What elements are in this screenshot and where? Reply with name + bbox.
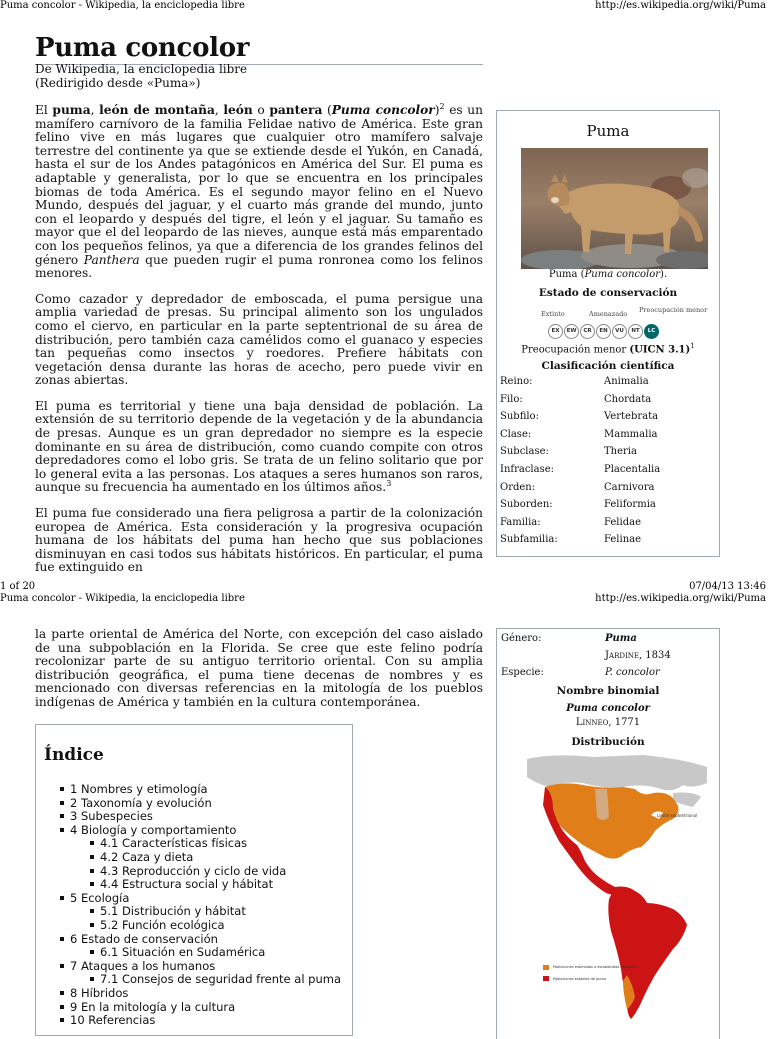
- distribution-map[interactable]: [523, 753, 709, 1023]
- toc-item-label: 4.4 Estructura social y hábitat: [100, 877, 274, 892]
- toc-item-label: 8 Híbridos: [70, 986, 129, 1000]
- taxon-row: [500, 411, 714, 428]
- reference-link[interactable]: 2: [439, 101, 445, 111]
- puma-photo[interactable]: [521, 148, 708, 269]
- page-title: Puma concolor: [35, 33, 250, 63]
- legend-swatch-orange: [543, 965, 549, 970]
- taxon-rank: Familia:: [500, 516, 541, 528]
- bullet-icon: [60, 964, 64, 968]
- toc-item-label: 6.1 Situación en Sudamérica: [100, 945, 266, 960]
- bullet-icon: [60, 937, 64, 941]
- term-pantera: pantera: [269, 103, 323, 117]
- taxon-rank: Filo:: [500, 393, 523, 405]
- toc-title: Índice: [44, 745, 104, 765]
- map-boundary-label: Límite septentrional: [657, 813, 698, 818]
- binomial-name: Puma concolor: [566, 703, 650, 714]
- territory-paragraph: El puma es territorial y tiene una baja densidad de población. La extensión de su territorio depende de la vegetación y de la abundancia de presas. Aunque es un gran depredador no siempre es la especie dominante en su área de distribución, como cuando compite con otros depredadores como el lobo gris. Se trata de un felino solitario que por lo general evita a las personas. Los ataques a seres humanos son raros, aunque su frecuencia ha aumentado en los últimos años.$^3$: [35, 398, 483, 495]
- article-body-page2: [35, 628, 483, 722]
- hunting-paragraph: Como cazador y depredador de emboscada, el puma persigue una amplia variedad de presas. Su principal alimento son los ungulados como el ciervo, en particular en la parte septentrional de su área de distribución, pero también caza camélidos como el guanaco y especies tan pequeñas como insectos y roedores. Prefiere hábitats con vegetación densa durante las horas de acecho, pero puede vivir en zonas abiertas.: [35, 291, 483, 388]
- scientific-name: Puma concolor: [331, 103, 435, 117]
- bullet-icon: [90, 841, 94, 845]
- taxon-rank: Clase:: [500, 428, 532, 440]
- intro-paragraph: El puma, león de montaña, león o pantera (Puma concolor)$^2$ es un mamífero carnívoro de la familia Felidae nativo de América. Este gran felino vive en más lugares que cualquier otro mamífero salvaje terrestre del continente ya que se extiende desde el Yukón, en Canadá, hasta el sur de los Andes patagónicos en América del Sur. El puma es adaptable y generalista, por lo que se encuentra en los principales biomas de toda América. Es el segundo mayor felino en el Nuevo Mundo, después del jaguar, y el cuarto más grande del mundo, junto con el leopardo y después del tigre, el león y el jaguar. Su tamaño es mayor que el del leopardo de las nieves, aunque está más emparentado con los pequeños felinos, ya que a diferencia de los grandes felinos del género Panthera que pueden rugir el puma ronronea como los felinos menores.: [35, 101, 483, 281]
- print-footer-page: 1 of 20: [0, 581, 36, 592]
- toc-item-label: 4.2 Caza y dieta: [100, 850, 194, 864]
- taxonomy-table: [496, 376, 718, 556]
- label-extinct: Extinto: [541, 310, 565, 318]
- bullet-icon: [90, 977, 94, 981]
- toc-item-label: 5.1 Distribución y hábitat: [100, 904, 246, 919]
- taxon-row: [500, 534, 714, 551]
- conservation-heading: Estado de conservación: [538, 287, 678, 299]
- label-threatened: Amenazado: [589, 310, 628, 318]
- bullet-icon: [60, 991, 64, 995]
- taxon-value-link[interactable]: Chordata: [604, 393, 652, 405]
- toc-item-label: 5.2 Función ecológica: [100, 918, 225, 932]
- legend-label-orange: Poblaciones estimadas o establecidas naturales: [553, 965, 637, 969]
- bullet-icon: [90, 882, 94, 886]
- legend-swatch-red: [543, 976, 549, 981]
- bullet-icon: [60, 1005, 64, 1009]
- taxon-row: [500, 429, 714, 446]
- status-circle-ex: EX: [548, 324, 563, 339]
- bullet-icon: [60, 814, 64, 818]
- photo-caption: Puma (Puma concolor).: [548, 269, 668, 280]
- taxon-row: [500, 517, 714, 534]
- bullet-icon: [60, 1018, 64, 1022]
- print-header-title: Puma concolor - Wikipedia, la enciclopedia libre: [0, 0, 245, 11]
- article-body-page1: [35, 101, 483, 587]
- bullet-icon: [90, 950, 94, 954]
- toc-item-label: 7.1 Consejos de seguridad frente al puma: [100, 972, 342, 987]
- taxon-value-link[interactable]: Feliformia: [604, 499, 656, 511]
- taxon-rank: Suborden:: [500, 499, 553, 511]
- legend-label-red: Poblaciones estables de puma: [553, 977, 607, 981]
- term-leon: león: [223, 103, 253, 117]
- bullet-icon: [90, 923, 94, 927]
- bullet-icon: [60, 787, 64, 791]
- status-circle-lc: LC: [644, 324, 659, 339]
- label-least-concern: Preocupación menor: [639, 306, 708, 314]
- taxon-value-link[interactable]: Animalia: [604, 376, 649, 387]
- taxon-value-link[interactable]: Placentalia: [604, 464, 661, 475]
- taxon-row: [500, 499, 714, 516]
- table-of-contents: [35, 724, 353, 1036]
- taxon-row: [500, 376, 714, 393]
- toc-item-label: 6 Estado de conservación: [70, 931, 218, 946]
- taxon-rank: Reino:: [500, 376, 533, 387]
- taxon-rank: Orden:: [500, 481, 536, 493]
- term-leon-de-montana: león de montaña: [99, 103, 215, 117]
- bullet-icon: [90, 869, 94, 873]
- taxon-value-link[interactable]: Carnivora: [604, 481, 655, 493]
- toc-item-label: 5 Ecología: [70, 890, 130, 905]
- status-circle-cr: CR: [580, 324, 595, 339]
- term-puma: puma: [52, 103, 91, 117]
- reference-link[interactable]: 3: [386, 479, 392, 489]
- taxon-value-link[interactable]: Felidae: [604, 516, 641, 528]
- page-subtitle: De Wikipedia, la enciclopedia libre: [35, 62, 248, 76]
- bullet-icon: [60, 896, 64, 900]
- print-header-url: http://es.wikipedia.org/wiki/Puma: [595, 0, 766, 11]
- status-circle-en: EN: [596, 324, 611, 339]
- bullet-icon: [60, 801, 64, 805]
- taxon-row-genus: Género: Puma: [501, 633, 637, 644]
- toc-item-label: 7 Ataques a los humanos: [70, 958, 216, 973]
- status-circle-ew: EW: [564, 324, 579, 339]
- toc-item-label: 4.1 Características físicas: [100, 836, 248, 851]
- taxobox-continued: [496, 628, 720, 1039]
- taxon-value-link[interactable]: Theria: [604, 446, 637, 458]
- print-footer-datetime: 07/04/13 13:46: [689, 581, 766, 592]
- toc-item-label: 4.3 Reproducción y ciclo de vida: [100, 863, 287, 878]
- bullet-icon: [90, 855, 94, 859]
- taxon-value-link[interactable]: Vertebrata: [604, 411, 659, 423]
- taxon-rank: Infraclase:: [500, 464, 555, 475]
- continuation-paragraph: la parte oriental de América del Norte, con excepción del caso aislado de una subpoblación en la Florida. Se cree que este felino podría recolonizar parte de su antiguo territorio oriental. Con su amplia distribución geográfica, el puma tiene decenas de nombres y es mencionado con diversas referencias en la mitología de los pueblos indígenas de América y también en la cultura contemporánea.: [35, 627, 483, 709]
- toc-item-label: 2 Taxonomía y evolución: [70, 795, 212, 810]
- binomial-heading: Nombre binomial: [556, 685, 660, 697]
- binomial-author: Linneo, 1771: [575, 717, 641, 728]
- redirect-note: (Redirigido desde «Puma»): [35, 76, 201, 90]
- print-header-url: http://es.wikipedia.org/wiki/Puma: [595, 593, 766, 604]
- species-name: P. concolor: [605, 667, 660, 678]
- genus-link[interactable]: Puma: [605, 633, 637, 644]
- genus-author-row: Jardine, 1834: [605, 650, 671, 661]
- distribution-heading: Distribución: [571, 736, 645, 748]
- toc-item-label: 3 Subespecies: [70, 809, 153, 824]
- toc-item-label: 1 Nombres y etimología: [70, 782, 208, 796]
- status-line: Preocupación menor (UICN 3.1)$^1$: [521, 342, 695, 356]
- classification-heading: Clasificación científica: [541, 360, 675, 372]
- print-header-title: Puma concolor - Wikipedia, la enciclopedia libre: [0, 593, 245, 604]
- taxon-row: [500, 482, 714, 499]
- toc-item-label: 10 Referencias: [70, 1013, 156, 1028]
- bullet-icon: [90, 909, 94, 913]
- taxon-row: [500, 446, 714, 463]
- taxobox-title: Puma: [586, 122, 630, 140]
- bullet-icon: [60, 828, 64, 832]
- taxon-rank: Subclase:: [500, 446, 549, 458]
- status-circle-vu: VU: [612, 324, 627, 339]
- taxon-value-link[interactable]: Felinae: [604, 534, 642, 546]
- taxon-rank: Subfamilia:: [500, 534, 558, 546]
- taxon-row: [500, 394, 714, 411]
- status-circle-nt: NT: [628, 324, 643, 339]
- genus-panthera: Panthera: [83, 252, 140, 267]
- taxon-row-species: Especie: P. concolor: [501, 667, 660, 678]
- toc-item-label: 9 En la mitología y la cultura: [70, 999, 236, 1014]
- taxon-rank: Subfilo:: [500, 411, 539, 423]
- history-paragraph: El puma fue considerado una fiera peligrosa a partir de la colonización europea de América. Esta consideración y la progresiva ocupación humana de los hábitats del puma han hecho que sus poblaciones disminuyan en casi todos sus hábitats históricos. En particular, el puma fue extinguido en: [35, 506, 483, 575]
- taxon-value-link[interactable]: Mammalia: [604, 428, 658, 440]
- taxon-row: [500, 464, 714, 481]
- toc-item-label: 4 Biología y comportamiento: [70, 822, 237, 837]
